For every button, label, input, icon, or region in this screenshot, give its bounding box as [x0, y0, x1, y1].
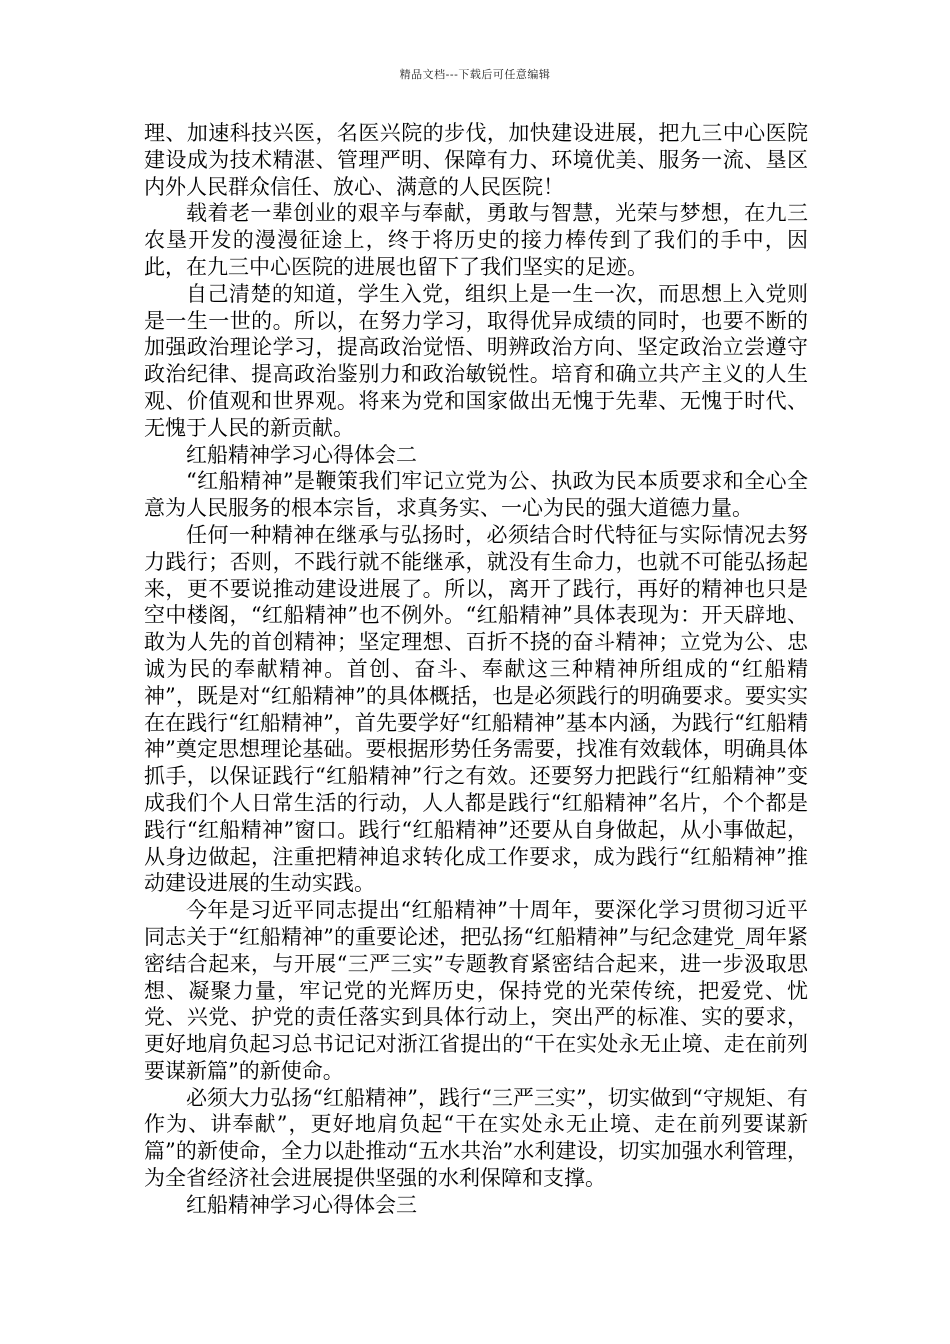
paragraph: 必须大力弘扬“红船精神”，践行“三严三实”，切实做到“守规矩、有作为、讲奉献”，更好地肩负起“干在实处永无止境、走在前列要谋新篇”的新使命，全力以赴推动“五水共治”水利建设，切实加强水利管理，为全省经济社会进展提供坚强的水利保障和支撑。 — [144, 1085, 808, 1191]
paragraph: 今年是习近平同志提出“红船精神”十周年，要深化学习贯彻习近平同志关于“红船精神”的重要论述，把弘扬“红船精神”与纪念建党_周年紧密结合起来，与开展“三严三实”专题教育紧密结合起来，进一步汲取思想、凝聚力量，牢记党的光辉历史，保持党的光荣传统，把爱党、忧党、兴党、护党的责任落实到具体行动上，突出严的标准、实的要求，更好地肩负起习总书记记对浙江省提出的“干在实处永无止境、走在前列要谋新篇”的新使命。 — [144, 898, 808, 1083]
paragraph: 载着老一辈创业的艰辛与奉献，勇敢与智慧，光荣与梦想，在九三农垦开发的漫漫征途上，终于将历史的接力棒传到了我们的手中，因此，在九三中心医院的进展也留下了我们坚实的足迹。 — [144, 201, 808, 279]
document-body — [144, 120, 808, 1219]
section-heading-3: 红船精神学习心得体会三 — [186, 1192, 417, 1217]
page-header: 精品文档---下载后可任意编辑 — [399, 68, 551, 81]
section-heading-2: 红船精神学习心得体会二 — [186, 442, 417, 467]
paragraph: “红船精神”是鞭策我们牢记立党为公、执政为民本质要求和全心全意为人民服务的根本宗旨，求真务实、一心为民的强大道德力量。 — [144, 469, 808, 521]
paragraph-continuation: 理、加速科技兴医，名医兴院的步伐，加快建设进展，把九三中心医院建设成为技术精湛、管理严明、保障有力、环境优美、服务一流、垦区内外人民群众信任、放心、满意的人民医院！ — [144, 121, 808, 199]
paragraph: 任何一种精神在继承与弘扬时，必须结合时代特征与实际情况去努力践行；否则，不践行就不能继承，就没有生命力，也就不可能弘扬起来，更不要说推动建设进展了。所以，离开了践行，再好的精神也只是空中楼阁，“红船精神”也不例外。“红船精神”具体表现为：开天辟地、敢为人先的首创精神；坚定理想、百折不挠的奋斗精神；立党为公、忠诚为民的奉献精神。首创、奋斗、奉献这三种精神所组成的“红船精神”，既是对“红船精神”的具体概括，也是必须践行的明确要求。要实实在在践行“红船精神”，首先要学好“红船精神”基本内涵，为践行“红船精神”奠定思想理论基础。要根据形势任务需要，找准有效载体，明确具体抓手，以保证践行“红船精神”行之有效。还要努力把践行“红船精神”变成我们个人日常生活的行动，人人都是践行“红船精神”名片，个个都是践行“红船精神”窗口。践行“红船精神”还要从自身做起，从小事做起，从身边做起，注重把精神追求转化成工作要求，成为践行“红船精神”推动建设进展的生动实践。 — [144, 522, 808, 896]
paragraph: 自己清楚的知道，学生入党，组织上是一生一次，而思想上入党则是一生一世的。所以，在努力学习，取得优异成绩的同时，也要不断的加强政治理论学习，提高政治觉悟、明辨政治方向、坚定政治立尝遵守政治纪律、提高政治鉴别力和政治敏锐性。培育和确立共产主义的人生观、价值观和世界观。将来为党和国家做出无愧于先辈、无愧于时代、无愧于人民的新贡献。 — [144, 281, 808, 440]
